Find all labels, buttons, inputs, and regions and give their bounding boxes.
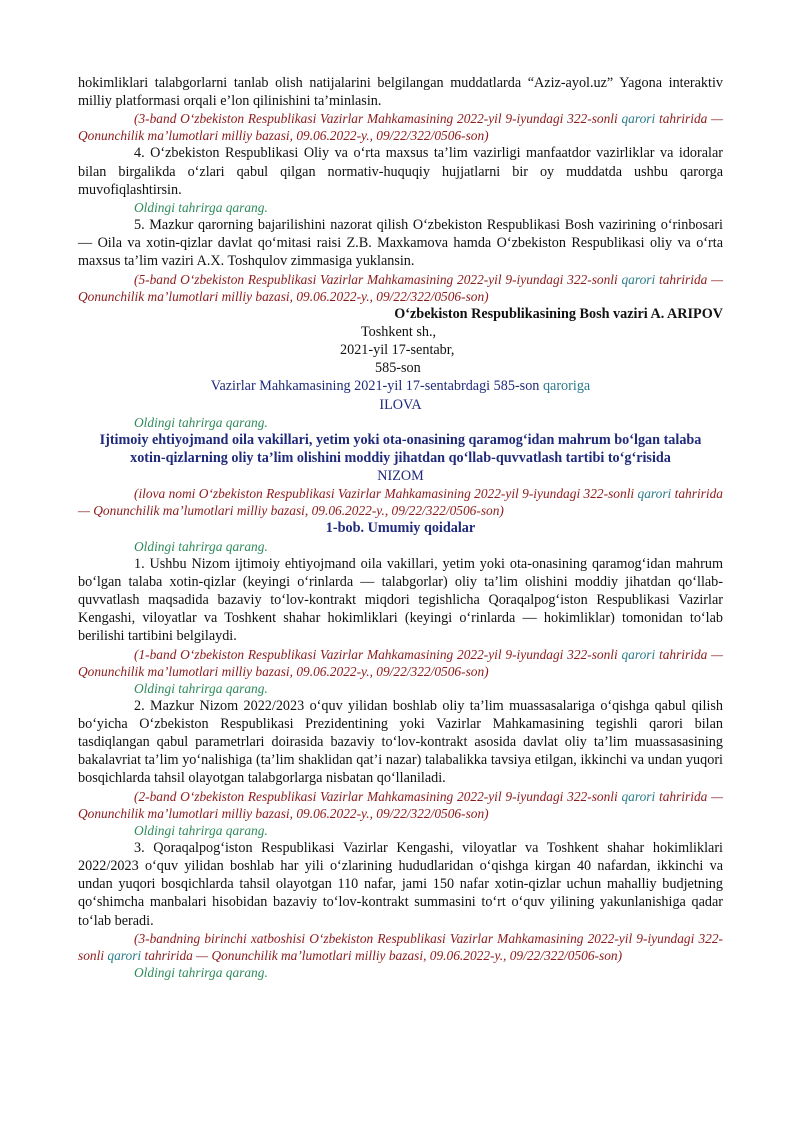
clause-2: 2. Mazkur Nizom 2022/2023 o‘quv yilidan boshlab oliy ta’lim muassasalariga o‘qishga qabul qilish bo‘yicha O‘zbekiston Respublikasi Prezidentining yoki Vazirlar Mahkamasining tegishli qarori bilan tasdiqlangan qabul parametrlari doirasida bazaviy to‘lov-kontrakt asosida davlat oliy ta’lim muassasasining bakalavriat ta’lim yo‘nalishiga (ta’lim shaklidan qat’i nazar) talabalikka tavsiya etilgan, ikkinchi va undan yuqori bosqichlarda tahsil olayotgan talabgorlarga nisbatan qo‘llaniladi. [78, 697, 723, 787]
previous-version-link[interactable]: Oldingi tahrirga qarang. [134, 822, 268, 838]
annex-label: ILOVA [379, 396, 422, 413]
previous-version-link[interactable]: Oldingi tahrirga qarang. [134, 200, 268, 216]
amendment-link[interactable]: qarori [107, 947, 142, 963]
document-type: NIZOM [377, 468, 424, 485]
sign-date: 2021-yil 17-sentabr, [340, 342, 455, 359]
amendment-link[interactable]: qarori [637, 486, 672, 502]
amendment-note: (3-bandning birinchi xatboshisi O‘zbekiston Respublikasi Vazirlar Mahkamasining 2022-yil 9-iyundagi 322-sonli qarori tahririda — Qonunchilik ma’lumotlari milliy bazasi, 09.06.2022-y., 09/22/322/0506-son) [78, 930, 723, 963]
paragraph-4: 4. O‘zbekiston Respublikasi Oliy va o‘rta maxsus ta’lim vazirligi manfaatdor vazirliklar va idoralar bilan birgalikda o‘zlari qabul qilgan normativ-huquqiy hujjatlarni bir oy muddatda ushbu qarorga muvofiqlashtirsin. [78, 145, 723, 198]
clause-3: 3. Qoraqalpog‘iston Respublikasi Vazirlar Kengashi, viloyatlar va Toshkent shahar hokimliklari 2022/2023 o‘quv yilidan boshlab har yili o‘zlarining hududlaridan o‘qishga kirgan 40 nafardan, ikkinchi va undan yuqori bosqichlarda tahsil olayotgan 110 nafar, jami 150 nafar xotin-qizlar uchun mahalliy budjetning qo‘shimcha manbalari hisobidan bazaviy to‘lov-kontrakt summasini to‘rt o‘quv yilining yakunlanishiga qadar to‘lab beradi. [78, 839, 723, 929]
amendment-note: (ilova nomi O‘zbekiston Respublikasi Vazirlar Mahkamasining 2022-yil 9-iyundagi 322-sonli qarori tahririda — Qonunchilik ma’lumotlari milliy bazasi, 09.06.2022-y., 09/22/322/0506-son) [78, 486, 723, 519]
sign-city: Toshkent sh., [361, 323, 437, 340]
previous-version-link[interactable]: Oldingi tahrirga qarang. [134, 680, 268, 696]
document-page [78, 74, 723, 981]
signature: O‘zbekiston Respublikasining Bosh vaziri A. ARIPOV [394, 305, 723, 322]
previous-version-link[interactable]: Oldingi tahrirga qarang. [134, 538, 268, 554]
amendment-note: (2-band O‘zbekiston Respublikasi Vazirlar Mahkamasining 2022-yil 9-iyundagi 322-sonli qarori tahririda — Qonunchilik ma’lumotlari milliy bazasi, 09.06.2022-y., 09/22/322/0506-son) [78, 788, 723, 821]
paragraph-5: 5. Mazkur qarorning bajarilishini nazorat qilish O‘zbekiston Respublikasi Bosh vazirining o‘rinbosari — Oila va xotin-qizlar davlat qo‘mitasi raisi Z.B. Maxkamova hamda O‘zbekiston Respublikasi oliy va o‘rta maxsus ta’lim vaziri A.X. Toshqulov zimmasiga yuklansin. [78, 217, 723, 270]
amendment-link[interactable]: qarori [621, 111, 656, 127]
amendment-link[interactable]: qarori [621, 646, 656, 662]
chapter-heading: 1-bob. Umumiy qoidalar [325, 520, 476, 537]
sign-number: 585-son [375, 360, 421, 377]
amendment-link[interactable]: qarori [621, 271, 656, 287]
previous-version-link[interactable]: Oldingi tahrirga qarang. [134, 964, 268, 980]
amendment-note: (1-band O‘zbekiston Respublikasi Vazirlar Mahkamasining 2022-yil 9-iyundagi 322-sonli qarori tahririda — Qonunchilik ma’lumotlari milliy bazasi, 09.06.2022-y., 09/22/322/0506-son) [78, 646, 723, 679]
clause-1: 1. Ushbu Nizom ijtimoiy ehtiyojmand oila vakillari, yetim yoki ota-onasining qaramog‘idan mahrum bo‘lgan talaba xotin-qizlar (keyingi o‘rinlarda — talabgorlar) oliy ta’lim olishini moddiy jihatdan qo‘llab-quvvatlash maqsadida bazaviy to‘lov-kontrakt miqdori tegishlicha Qoraqalpog‘iston Respublikasi Vazirlar Kengashi, viloyatlar va Toshkent shahar hokimliklari (keyingi o‘rinlarda — hokimliklar) tomonidan to‘lab berilishi tartibini belgilaydi. [78, 555, 723, 645]
document-title: Ijtimoiy ehtiyojmand oila vakillari, yetim yoki ota-onasining qaramog‘idan mahrum bo‘lgan talaba xotin-qizlarning oliy ta’lim olishini moddiy jihatdan qo‘llab-quvvatlash tartibi to‘g‘risida [99, 431, 702, 467]
previous-version-link[interactable]: Oldingi tahrirga qarang. [134, 414, 268, 430]
annex-link[interactable]: qaroriga [542, 378, 591, 395]
amendment-link[interactable]: qarori [621, 788, 656, 804]
amendment-note: (3-band O‘zbekiston Respublikasi Vazirlar Mahkamasining 2022-yil 9-iyundagi 322-sonli qarori tahririda — Qonunchilik ma’lumotlari milliy bazasi, 09.06.2022-y., 09/22/322/0506-son) [78, 111, 723, 144]
amendment-note: (5-band O‘zbekiston Respublikasi Vazirlar Mahkamasining 2022-yil 9-iyundagi 322-sonli qarori tahririda — Qonunchilik ma’lumotlari milliy bazasi, 09.06.2022-y., 09/22/322/0506-son) [78, 271, 723, 304]
annex-reference: Vazirlar Mahkamasining 2021-yil 17-sentabrdagi 585-son qaroriga [210, 378, 591, 395]
paragraph-continuation: hokimliklari talabgorlarni tanlab olish natijalarini belgilangan muddatlarda “Aziz-ayol.uz” Yagona interaktiv milliy platformasi orqali e’lon qilinishini ta’minlasin. [78, 75, 723, 110]
